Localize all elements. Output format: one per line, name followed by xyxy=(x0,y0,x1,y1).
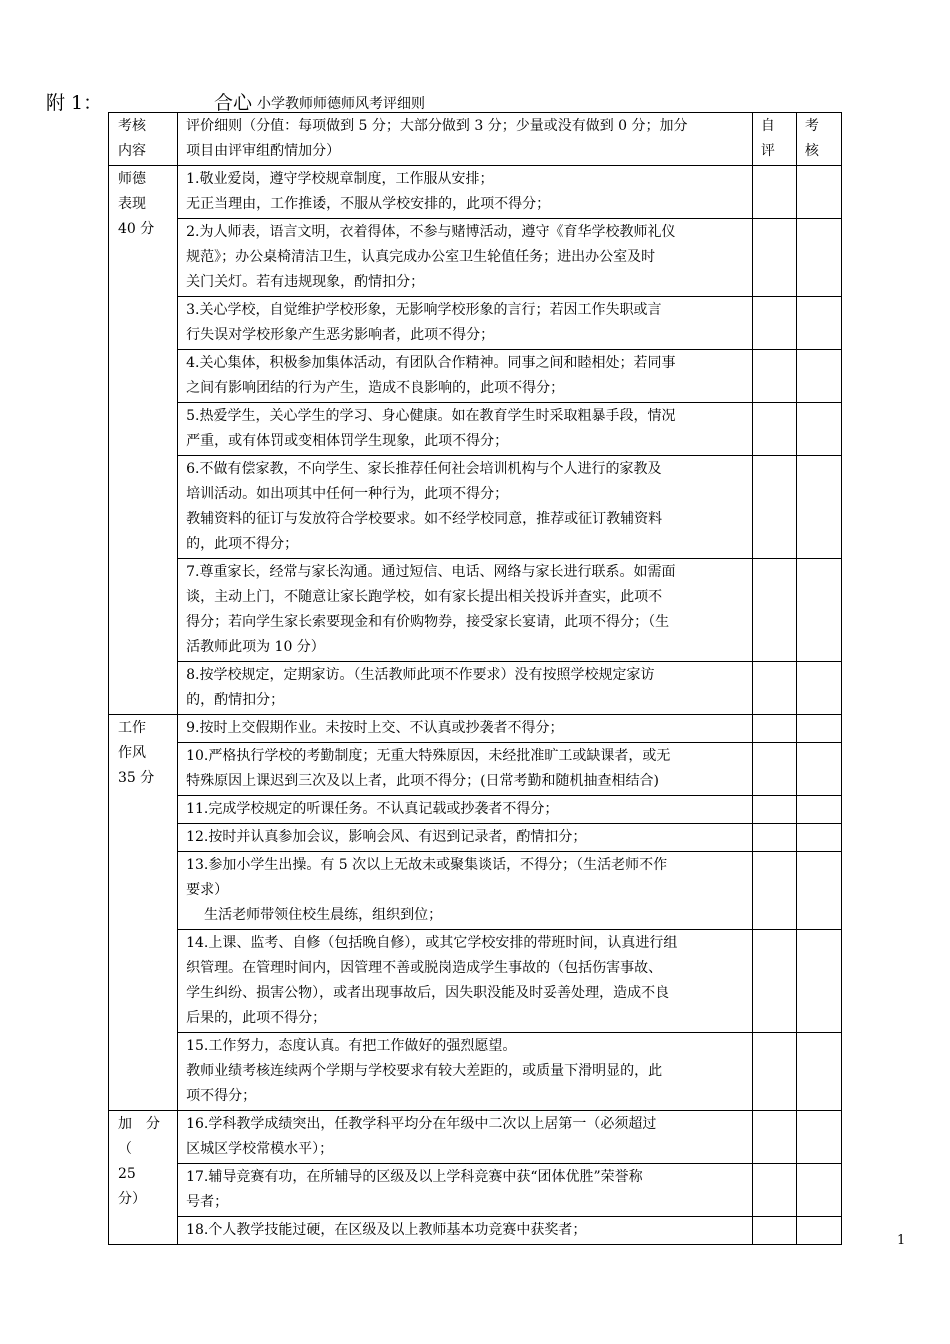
criteria-line: 活教师此项为 10 分） xyxy=(186,639,325,655)
criteria-line: 12.按时并认真参加会议，影响会风、有迟到记录者，酌情扣分； xyxy=(186,829,587,845)
category-line: 工作 xyxy=(118,720,146,736)
criteria-line: 特殊原因上课迟到三次及以上者，此项不得分；(日常考勤和随机抽查相结合) xyxy=(186,773,660,789)
self-eval-cell[interactable] xyxy=(752,930,796,1033)
check-cell[interactable] xyxy=(796,824,841,852)
criteria-line: 无正当理由，工作推诿，不服从学校安排的，此项不得分； xyxy=(186,196,551,212)
header-category-line: 内容 xyxy=(118,143,146,159)
criteria-line: 织管理。在管理时间内，因管理不善或脱岗造成学生事故的（包括伤害事故、 xyxy=(186,960,663,976)
header-row xyxy=(109,113,842,166)
criteria-line: 5.热爱学生，关心学生的学习、身心健康。如在教育学生时采取粗暴手段，情况 xyxy=(186,408,676,424)
self-eval-cell[interactable] xyxy=(752,297,796,350)
criteria-cell xyxy=(178,743,753,796)
criteria-line: 1.敬业爱岗，遵守学校规章制度，工作服从安排； xyxy=(186,171,494,187)
criteria-cell xyxy=(178,456,753,559)
page-number: 1 xyxy=(897,1233,906,1248)
check-cell[interactable] xyxy=(796,662,841,715)
self-eval-cell[interactable] xyxy=(752,852,796,930)
table-row xyxy=(109,350,842,403)
self-eval-cell[interactable] xyxy=(752,1217,796,1245)
self-eval-cell[interactable] xyxy=(752,662,796,715)
header-check-line: 核 xyxy=(804,143,819,159)
criteria-cell xyxy=(178,1033,753,1111)
check-cell[interactable] xyxy=(796,1111,841,1164)
check-cell[interactable] xyxy=(796,219,841,297)
document-title: 小学教师师德师风考评细则 xyxy=(257,96,425,112)
criteria-line: 10.严格执行学校的考勤制度；无重大特殊原因，未经批准旷工或缺课者，或无 xyxy=(186,748,671,764)
criteria-cell xyxy=(178,350,753,403)
self-eval-cell[interactable] xyxy=(752,1111,796,1164)
header-detail-line: 项目由评审组酌情加分） xyxy=(186,143,341,159)
criteria-line: 规范》；办公桌椅清洁卫生，认真完成办公室卫生轮值任务；进出办公室及时 xyxy=(186,249,656,265)
criteria-line: 学生纠纷、损害公物），或者出现事故后，因失职没能及时妥善处理，造成不良 xyxy=(186,985,670,1001)
self-eval-cell[interactable] xyxy=(752,796,796,824)
self-eval-cell[interactable] xyxy=(752,1164,796,1217)
evaluation-table xyxy=(108,112,842,1245)
criteria-line: 13.参加小学生出操。有 5 次以上无故未或聚集谈话，不得分；（生活老师不作 xyxy=(186,857,668,873)
header-check-line: 考 xyxy=(804,118,819,134)
criteria-line: 15.工作努力，态度认真。有把工作做好的强烈愿望。 xyxy=(186,1038,517,1054)
table-row xyxy=(109,715,842,743)
check-cell[interactable] xyxy=(796,852,841,930)
criteria-cell xyxy=(178,559,753,662)
self-eval-cell[interactable] xyxy=(752,350,796,403)
criteria-cell xyxy=(178,824,753,852)
criteria-cell xyxy=(178,1111,753,1164)
check-cell[interactable] xyxy=(796,743,841,796)
criteria-line: 6.不做有偿家教，不向学生、家长推荐任何社会培训机构与个人进行的家教及 xyxy=(186,461,662,477)
self-eval-cell[interactable] xyxy=(752,456,796,559)
category-cell xyxy=(109,715,178,1111)
criteria-line: 3.关心学校，自觉维护学校形象，无影响学校形象的言行；若因工作失职或言 xyxy=(186,302,662,318)
table-row xyxy=(109,796,842,824)
check-cell[interactable] xyxy=(796,559,841,662)
check-cell[interactable] xyxy=(796,1217,841,1245)
table-row xyxy=(109,1033,842,1111)
criteria-line: 16.学科教学成绩突出，任教学科平均分在年级中二次以上居第一（必须超过 xyxy=(186,1116,657,1132)
criteria-cell xyxy=(178,297,753,350)
criteria-cell xyxy=(178,166,753,219)
self-eval-cell[interactable] xyxy=(752,715,796,743)
criteria-cell xyxy=(178,403,753,456)
self-eval-cell[interactable] xyxy=(752,743,796,796)
header-self-eval xyxy=(752,113,796,166)
check-cell[interactable] xyxy=(796,403,841,456)
criteria-line: 7.尊重家长，经常与家长沟通。通过短信、电话、网络与家长进行联系。如需面 xyxy=(186,564,676,580)
criteria-cell xyxy=(178,662,753,715)
check-cell[interactable] xyxy=(796,715,841,743)
table-row xyxy=(109,743,842,796)
criteria-line: 的，此项不得分； xyxy=(186,536,299,552)
self-eval-cell[interactable] xyxy=(752,166,796,219)
table-row xyxy=(109,559,842,662)
criteria-line: 8.按学校规定，定期家访。（生活教师此项不作要求）没有按照学校规定家访 xyxy=(186,667,655,683)
criteria-line: 生活老师带领住校生晨练，组织到位； xyxy=(204,907,443,923)
self-eval-cell[interactable] xyxy=(752,403,796,456)
category-line: 加 分 xyxy=(118,1116,160,1132)
table-row xyxy=(109,852,842,930)
criteria-line: 的，酌情扣分； xyxy=(186,692,285,708)
criteria-cell xyxy=(178,930,753,1033)
check-cell[interactable] xyxy=(796,166,841,219)
table-row xyxy=(109,297,842,350)
category-line: 表现 xyxy=(118,196,146,212)
criteria-line: 4.关心集体，积极参加集体活动，有团队合作精神。同事之间和睦相处；若同事 xyxy=(186,355,676,371)
criteria-line: 教辅资料的征订与发放符合学校要求。如不经学校同意，推荐或征订教辅资料 xyxy=(186,511,663,527)
header-check xyxy=(796,113,841,166)
header-category-line: 考核 xyxy=(118,118,146,134)
criteria-line: 严重，或有体罚或变相体罚学生现象，此项不得分； xyxy=(186,433,509,449)
category-line: 40 分 xyxy=(118,221,155,237)
table-row xyxy=(109,1164,842,1217)
criteria-cell xyxy=(178,219,753,297)
school-name: 合心 xyxy=(214,92,253,114)
category-line: 作风 xyxy=(118,745,146,761)
header-detail-line: 评价细则（分值：每项做到 5 分；大部分做到 3 分；少量或没有做到 0 分；加分 xyxy=(186,118,688,134)
category-line: 35 分 xyxy=(118,770,155,786)
criteria-line: 2.为人师表，语言文明，衣着得体，不参与赌博活动，遵守《育华学校教师礼仪 xyxy=(186,224,676,240)
criteria-line: 18.个人教学技能过硬，在区级及以上教师基本功竞赛中获奖者； xyxy=(186,1222,587,1238)
table-row xyxy=(109,456,842,559)
self-eval-cell[interactable] xyxy=(752,824,796,852)
check-cell[interactable] xyxy=(796,796,841,824)
criteria-line: 行失误对学校形象产生恶劣影响者，此项不得分； xyxy=(186,327,495,343)
check-cell[interactable] xyxy=(796,1164,841,1217)
appendix-label: 附 1： xyxy=(46,92,103,114)
criteria-line: 得分；若向学生家长索要现金和有价购物券，接受家长宴请，此项不得分；（生 xyxy=(186,614,670,630)
criteria-line: 9.按时上交假期作业。未按时上交、不认真或抄袭者不得分； xyxy=(186,720,564,736)
table-row xyxy=(109,166,842,219)
criteria-cell xyxy=(178,852,753,930)
self-eval-cell[interactable] xyxy=(752,559,796,662)
criteria-line: 区城区学校常模水平）； xyxy=(186,1141,334,1157)
category-cell xyxy=(109,166,178,715)
criteria-line: 谈，主动上门，不随意让家长跑学校，如有家长提出相关投诉并查实，此项不 xyxy=(186,589,663,605)
criteria-line: 关门关灯。若有违规现象，酌情扣分； xyxy=(186,274,425,290)
check-cell[interactable] xyxy=(796,350,841,403)
category-cell xyxy=(109,1111,178,1245)
table-row xyxy=(109,662,842,715)
header-self-line: 自 xyxy=(760,118,775,134)
header-category xyxy=(109,113,178,166)
table-row xyxy=(109,824,842,852)
criteria-line: 17.辅导竞赛有功，在所辅导的区级及以上学科竞赛中获“团体优胜”荣誉称 xyxy=(186,1169,643,1185)
criteria-line: 后果的，此项不得分； xyxy=(186,1010,327,1026)
category-line: （ 25 xyxy=(118,1141,160,1182)
criteria-line: 11.完成学校规定的听课任务。不认真记载或抄袭者不得分； xyxy=(186,801,559,817)
criteria-line: 之间有影响团结的行为产生，造成不良影响的，此项不得分； xyxy=(186,380,565,396)
criteria-line: 14.上课、监考、自修（包括晚自修），或其它学校安排的带班时间，认真进行组 xyxy=(186,935,678,951)
header-self-line: 评 xyxy=(760,143,775,159)
table-row xyxy=(109,1217,842,1245)
check-cell[interactable] xyxy=(796,456,841,559)
self-eval-cell[interactable] xyxy=(752,1033,796,1111)
check-cell[interactable] xyxy=(796,930,841,1033)
table-row xyxy=(109,930,842,1033)
check-cell[interactable] xyxy=(796,297,841,350)
self-eval-cell[interactable] xyxy=(752,219,796,297)
table-row xyxy=(109,403,842,456)
check-cell[interactable] xyxy=(796,1033,841,1111)
category-line: 分） xyxy=(118,1191,146,1207)
criteria-line: 要求） xyxy=(186,882,229,898)
header-detail xyxy=(178,113,753,166)
criteria-cell xyxy=(178,796,753,824)
criteria-cell xyxy=(178,1164,753,1217)
criteria-cell xyxy=(178,1217,753,1245)
criteria-line: 号者； xyxy=(186,1194,229,1210)
category-line: 师德 xyxy=(118,171,146,187)
criteria-cell xyxy=(178,715,753,743)
table-row xyxy=(109,219,842,297)
criteria-line: 培训活动。如出项其中任何一种行为，此项不得分； xyxy=(186,486,509,502)
criteria-line: 教师业绩考核连续两个学期与学校要求有较大差距的，或质量下滑明显的，此 xyxy=(186,1063,663,1079)
criteria-line: 项不得分； xyxy=(186,1088,257,1104)
table-row xyxy=(109,1111,842,1164)
